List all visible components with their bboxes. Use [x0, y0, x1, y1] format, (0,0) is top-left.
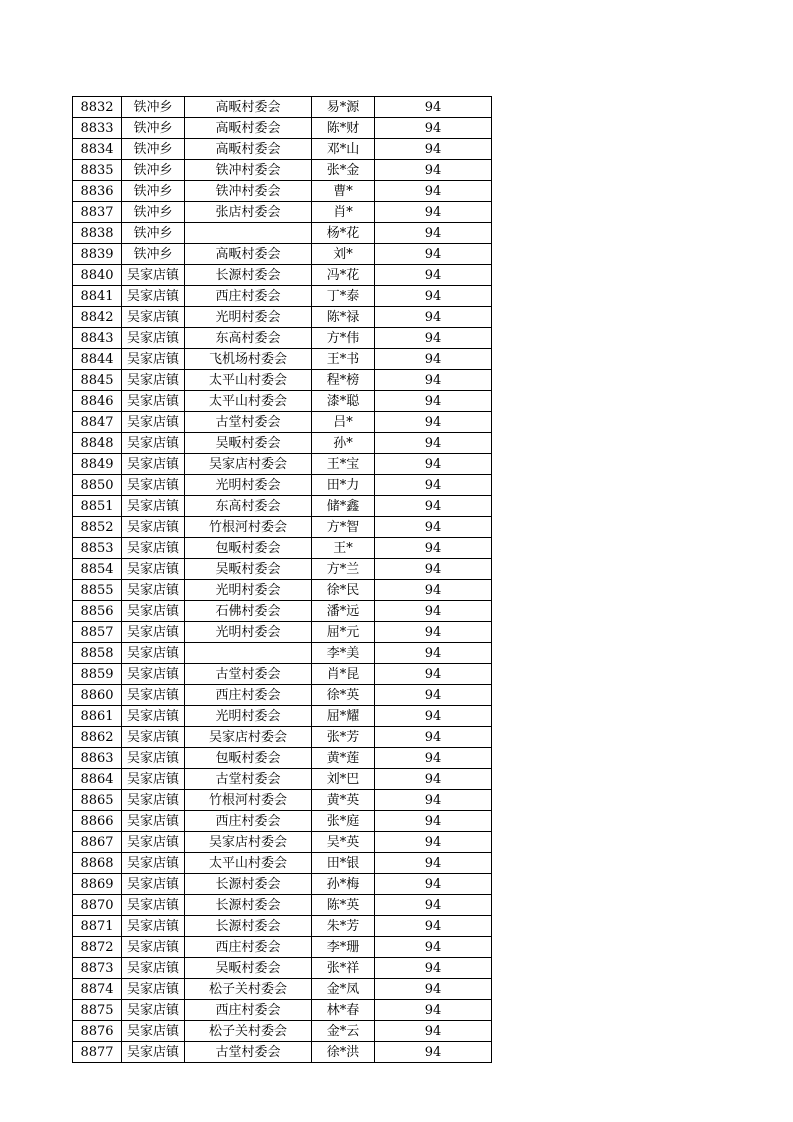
table-row — [73, 286, 492, 307]
village-committee-cell: 西庄村委会 — [185, 685, 312, 706]
score-cell: 94 — [375, 517, 492, 538]
record-number-cell: 8847 — [73, 412, 122, 433]
person-name-cell: 张*庭 — [312, 811, 375, 832]
village-committee-cell: 包畈村委会 — [185, 538, 312, 559]
table-row — [73, 160, 492, 181]
record-number-cell: 8863 — [73, 748, 122, 769]
person-name-cell: 易*源 — [312, 97, 375, 118]
town-cell: 吴家店镇 — [122, 622, 185, 643]
table-row — [73, 139, 492, 160]
score-cell: 94 — [375, 496, 492, 517]
person-name-cell: 田*力 — [312, 475, 375, 496]
person-name-cell: 李*美 — [312, 643, 375, 664]
person-name-cell: 方*智 — [312, 517, 375, 538]
person-name-cell: 潘*远 — [312, 601, 375, 622]
table-row — [73, 916, 492, 937]
record-number-cell: 8841 — [73, 286, 122, 307]
score-cell: 94 — [375, 874, 492, 895]
village-committee-cell: 吴畈村委会 — [185, 958, 312, 979]
town-cell: 吴家店镇 — [122, 979, 185, 1000]
person-name-cell: 方*兰 — [312, 559, 375, 580]
town-cell: 吴家店镇 — [122, 433, 185, 454]
person-name-cell: 冯*花 — [312, 265, 375, 286]
score-cell: 94 — [375, 202, 492, 223]
village-committee-cell: 竹根河村委会 — [185, 790, 312, 811]
town-cell: 吴家店镇 — [122, 727, 185, 748]
village-committee-cell: 西庄村委会 — [185, 937, 312, 958]
person-name-cell: 张*祥 — [312, 958, 375, 979]
village-committee-cell: 太平山村委会 — [185, 853, 312, 874]
town-cell: 铁冲乡 — [122, 223, 185, 244]
person-name-cell: 徐*英 — [312, 685, 375, 706]
village-committee-cell: 铁冲村委会 — [185, 160, 312, 181]
village-committee-cell: 东高村委会 — [185, 496, 312, 517]
record-number-cell: 8876 — [73, 1021, 122, 1042]
score-cell: 94 — [375, 601, 492, 622]
person-name-cell: 屈*耀 — [312, 706, 375, 727]
village-committee-cell: 光明村委会 — [185, 706, 312, 727]
table-row — [73, 601, 492, 622]
score-cell: 94 — [375, 139, 492, 160]
table-row — [73, 580, 492, 601]
person-name-cell: 陈*财 — [312, 118, 375, 139]
village-committee-cell: 光明村委会 — [185, 307, 312, 328]
town-cell: 吴家店镇 — [122, 769, 185, 790]
record-number-cell: 8865 — [73, 790, 122, 811]
record-number-cell: 8872 — [73, 937, 122, 958]
person-name-cell: 金*凤 — [312, 979, 375, 1000]
score-cell: 94 — [375, 706, 492, 727]
score-cell: 94 — [375, 160, 492, 181]
village-committee-cell: 古堂村委会 — [185, 412, 312, 433]
score-cell: 94 — [375, 1000, 492, 1021]
person-name-cell: 漆*聪 — [312, 391, 375, 412]
score-cell: 94 — [375, 244, 492, 265]
town-cell: 吴家店镇 — [122, 958, 185, 979]
table-row — [73, 202, 492, 223]
table-row — [73, 622, 492, 643]
town-cell: 吴家店镇 — [122, 517, 185, 538]
record-number-cell: 8849 — [73, 454, 122, 475]
table-row — [73, 979, 492, 1000]
person-name-cell: 曹* — [312, 181, 375, 202]
person-name-cell: 刘* — [312, 244, 375, 265]
score-cell: 94 — [375, 685, 492, 706]
village-committee-cell: 太平山村委会 — [185, 391, 312, 412]
village-committee-cell: 西庄村委会 — [185, 1000, 312, 1021]
person-name-cell: 丁*泰 — [312, 286, 375, 307]
village-committee-cell: 长源村委会 — [185, 874, 312, 895]
village-committee-cell: 古堂村委会 — [185, 769, 312, 790]
town-cell: 吴家店镇 — [122, 496, 185, 517]
table-row — [73, 790, 492, 811]
score-cell: 94 — [375, 328, 492, 349]
village-committee-cell: 吴畈村委会 — [185, 433, 312, 454]
record-number-cell: 8848 — [73, 433, 122, 454]
record-number-cell: 8839 — [73, 244, 122, 265]
record-number-cell: 8870 — [73, 895, 122, 916]
record-number-cell: 8843 — [73, 328, 122, 349]
town-cell: 吴家店镇 — [122, 454, 185, 475]
town-cell: 吴家店镇 — [122, 1000, 185, 1021]
village-committee-cell — [185, 223, 312, 244]
table-row — [73, 517, 492, 538]
village-committee-cell: 长源村委会 — [185, 895, 312, 916]
town-cell: 吴家店镇 — [122, 286, 185, 307]
record-number-cell: 8835 — [73, 160, 122, 181]
town-cell: 铁冲乡 — [122, 160, 185, 181]
record-number-cell: 8844 — [73, 349, 122, 370]
town-cell: 吴家店镇 — [122, 601, 185, 622]
table-row — [73, 769, 492, 790]
record-number-cell: 8838 — [73, 223, 122, 244]
record-number-cell: 8873 — [73, 958, 122, 979]
village-committee-cell: 长源村委会 — [185, 916, 312, 937]
town-cell: 吴家店镇 — [122, 391, 185, 412]
table-row — [73, 706, 492, 727]
score-cell: 94 — [375, 454, 492, 475]
table-row — [73, 685, 492, 706]
table-row — [73, 433, 492, 454]
score-cell: 94 — [375, 937, 492, 958]
record-number-cell: 8869 — [73, 874, 122, 895]
table-row — [73, 748, 492, 769]
score-cell: 94 — [375, 1042, 492, 1063]
town-cell: 吴家店镇 — [122, 538, 185, 559]
score-cell: 94 — [375, 391, 492, 412]
town-cell: 铁冲乡 — [122, 139, 185, 160]
table-row — [73, 412, 492, 433]
person-name-cell: 黄*莲 — [312, 748, 375, 769]
score-cell: 94 — [375, 916, 492, 937]
record-number-cell: 8854 — [73, 559, 122, 580]
person-name-cell: 刘*巴 — [312, 769, 375, 790]
score-cell: 94 — [375, 643, 492, 664]
village-committee-cell: 高畈村委会 — [185, 139, 312, 160]
person-name-cell: 孙* — [312, 433, 375, 454]
town-cell: 吴家店镇 — [122, 307, 185, 328]
table-row — [73, 307, 492, 328]
town-cell: 吴家店镇 — [122, 790, 185, 811]
table-row — [73, 958, 492, 979]
town-cell: 吴家店镇 — [122, 1021, 185, 1042]
village-committee-cell: 高畈村委会 — [185, 118, 312, 139]
table-row — [73, 223, 492, 244]
village-committee-cell: 吴家店村委会 — [185, 832, 312, 853]
record-number-cell: 8871 — [73, 916, 122, 937]
score-cell: 94 — [375, 853, 492, 874]
person-name-cell: 林*春 — [312, 1000, 375, 1021]
record-number-cell: 8855 — [73, 580, 122, 601]
record-number-cell: 8845 — [73, 370, 122, 391]
score-cell: 94 — [375, 97, 492, 118]
village-committee-cell: 光明村委会 — [185, 580, 312, 601]
town-cell: 吴家店镇 — [122, 370, 185, 391]
person-name-cell: 吕* — [312, 412, 375, 433]
score-cell: 94 — [375, 769, 492, 790]
town-cell: 铁冲乡 — [122, 202, 185, 223]
table-row — [73, 643, 492, 664]
town-cell: 吴家店镇 — [122, 349, 185, 370]
record-number-cell: 8852 — [73, 517, 122, 538]
table-row — [73, 811, 492, 832]
person-name-cell: 陈*英 — [312, 895, 375, 916]
record-number-cell: 8851 — [73, 496, 122, 517]
person-name-cell: 田*银 — [312, 853, 375, 874]
person-name-cell: 储*鑫 — [312, 496, 375, 517]
score-cell: 94 — [375, 433, 492, 454]
town-cell: 吴家店镇 — [122, 1042, 185, 1063]
person-name-cell: 屈*元 — [312, 622, 375, 643]
table-row — [73, 664, 492, 685]
village-committee-cell: 太平山村委会 — [185, 370, 312, 391]
score-cell: 94 — [375, 790, 492, 811]
table-row — [73, 1000, 492, 1021]
table-row — [73, 1021, 492, 1042]
village-committee-cell: 吴畈村委会 — [185, 559, 312, 580]
person-name-cell: 徐*民 — [312, 580, 375, 601]
score-cell: 94 — [375, 1021, 492, 1042]
table-row — [73, 181, 492, 202]
village-committee-cell: 竹根河村委会 — [185, 517, 312, 538]
record-number-cell: 8874 — [73, 979, 122, 1000]
town-cell: 吴家店镇 — [122, 706, 185, 727]
score-cell: 94 — [375, 181, 492, 202]
score-cell: 94 — [375, 895, 492, 916]
record-number-cell: 8868 — [73, 853, 122, 874]
town-cell: 吴家店镇 — [122, 685, 185, 706]
record-number-cell: 8858 — [73, 643, 122, 664]
record-number-cell: 8832 — [73, 97, 122, 118]
town-cell: 吴家店镇 — [122, 643, 185, 664]
village-committee-cell: 光明村委会 — [185, 622, 312, 643]
town-cell: 吴家店镇 — [122, 748, 185, 769]
score-cell: 94 — [375, 370, 492, 391]
record-number-cell: 8842 — [73, 307, 122, 328]
table-row — [73, 874, 492, 895]
person-name-cell: 金*云 — [312, 1021, 375, 1042]
town-cell: 吴家店镇 — [122, 895, 185, 916]
score-cell: 94 — [375, 727, 492, 748]
person-name-cell: 张*芳 — [312, 727, 375, 748]
town-cell: 铁冲乡 — [122, 97, 185, 118]
village-committee-cell: 松子关村委会 — [185, 1021, 312, 1042]
person-name-cell: 朱*芳 — [312, 916, 375, 937]
town-cell: 吴家店镇 — [122, 916, 185, 937]
table-row — [73, 538, 492, 559]
score-cell: 94 — [375, 538, 492, 559]
person-name-cell: 王*宝 — [312, 454, 375, 475]
table-row — [73, 559, 492, 580]
person-name-cell: 肖*昆 — [312, 664, 375, 685]
record-number-cell: 8837 — [73, 202, 122, 223]
village-committee-cell: 古堂村委会 — [185, 1042, 312, 1063]
town-cell: 吴家店镇 — [122, 832, 185, 853]
person-name-cell: 徐*洪 — [312, 1042, 375, 1063]
record-number-cell: 8834 — [73, 139, 122, 160]
table-row — [73, 937, 492, 958]
table-row — [73, 853, 492, 874]
village-committee-cell: 松子关村委会 — [185, 979, 312, 1000]
town-cell: 吴家店镇 — [122, 580, 185, 601]
village-committee-cell: 飞机场村委会 — [185, 349, 312, 370]
table-row — [73, 391, 492, 412]
town-cell: 吴家店镇 — [122, 853, 185, 874]
town-cell: 吴家店镇 — [122, 475, 185, 496]
record-number-cell: 8833 — [73, 118, 122, 139]
town-cell: 吴家店镇 — [122, 559, 185, 580]
table-row — [73, 244, 492, 265]
record-number-cell: 8857 — [73, 622, 122, 643]
village-committee-cell: 西庄村委会 — [185, 286, 312, 307]
town-cell: 吴家店镇 — [122, 265, 185, 286]
score-cell: 94 — [375, 118, 492, 139]
table-row — [73, 349, 492, 370]
village-committee-cell: 张店村委会 — [185, 202, 312, 223]
village-committee-cell — [185, 643, 312, 664]
village-committee-cell: 石佛村委会 — [185, 601, 312, 622]
score-cell: 94 — [375, 958, 492, 979]
score-cell: 94 — [375, 286, 492, 307]
table-row — [73, 454, 492, 475]
table-row — [73, 496, 492, 517]
record-number-cell: 8840 — [73, 265, 122, 286]
score-cell: 94 — [375, 349, 492, 370]
town-cell: 铁冲乡 — [122, 118, 185, 139]
town-cell: 吴家店镇 — [122, 937, 185, 958]
village-committee-cell: 西庄村委会 — [185, 811, 312, 832]
town-cell: 吴家店镇 — [122, 412, 185, 433]
score-cell: 94 — [375, 559, 492, 580]
record-number-cell: 8877 — [73, 1042, 122, 1063]
record-number-cell: 8860 — [73, 685, 122, 706]
score-cell: 94 — [375, 475, 492, 496]
village-committee-cell: 吴家店村委会 — [185, 727, 312, 748]
village-committee-cell: 铁冲村委会 — [185, 181, 312, 202]
record-number-cell: 8875 — [73, 1000, 122, 1021]
score-cell: 94 — [375, 307, 492, 328]
score-cell: 94 — [375, 622, 492, 643]
table-row — [73, 265, 492, 286]
score-cell: 94 — [375, 664, 492, 685]
person-name-cell: 肖* — [312, 202, 375, 223]
score-cell: 94 — [375, 748, 492, 769]
table-row — [73, 475, 492, 496]
score-cell: 94 — [375, 811, 492, 832]
town-cell: 吴家店镇 — [122, 811, 185, 832]
score-cell: 94 — [375, 979, 492, 1000]
village-committee-cell: 东高村委会 — [185, 328, 312, 349]
table-row — [73, 370, 492, 391]
town-cell: 吴家店镇 — [122, 874, 185, 895]
village-committee-cell: 光明村委会 — [185, 475, 312, 496]
village-committee-cell: 高畈村委会 — [185, 244, 312, 265]
town-cell: 吴家店镇 — [122, 664, 185, 685]
record-number-cell: 8836 — [73, 181, 122, 202]
table-row — [73, 727, 492, 748]
record-number-cell: 8866 — [73, 811, 122, 832]
village-committee-cell: 高畈村委会 — [185, 97, 312, 118]
record-number-cell: 8859 — [73, 664, 122, 685]
table-row — [73, 97, 492, 118]
score-cell: 94 — [375, 580, 492, 601]
village-committee-cell: 吴家店村委会 — [185, 454, 312, 475]
person-name-cell: 黄*英 — [312, 790, 375, 811]
table-row — [73, 118, 492, 139]
person-name-cell: 邓*山 — [312, 139, 375, 160]
record-number-cell: 8856 — [73, 601, 122, 622]
village-committee-cell: 长源村委会 — [185, 265, 312, 286]
person-name-cell: 王* — [312, 538, 375, 559]
record-number-cell: 8853 — [73, 538, 122, 559]
person-name-cell: 陈*禄 — [312, 307, 375, 328]
village-committee-cell: 古堂村委会 — [185, 664, 312, 685]
person-name-cell: 张*金 — [312, 160, 375, 181]
score-cell: 94 — [375, 223, 492, 244]
town-cell: 铁冲乡 — [122, 181, 185, 202]
person-name-cell: 王*书 — [312, 349, 375, 370]
score-cell: 94 — [375, 265, 492, 286]
town-cell: 吴家店镇 — [122, 328, 185, 349]
record-number-cell: 8861 — [73, 706, 122, 727]
score-cell: 94 — [375, 412, 492, 433]
person-name-cell: 吴*英 — [312, 832, 375, 853]
person-name-cell: 方*伟 — [312, 328, 375, 349]
table-row — [73, 832, 492, 853]
records-table — [72, 96, 492, 1063]
town-cell: 铁冲乡 — [122, 244, 185, 265]
score-cell: 94 — [375, 832, 492, 853]
person-name-cell: 程*榜 — [312, 370, 375, 391]
person-name-cell: 杨*花 — [312, 223, 375, 244]
record-number-cell: 8846 — [73, 391, 122, 412]
table-row — [73, 895, 492, 916]
record-number-cell: 8864 — [73, 769, 122, 790]
record-number-cell: 8867 — [73, 832, 122, 853]
record-number-cell: 8850 — [73, 475, 122, 496]
table-row — [73, 1042, 492, 1063]
person-name-cell: 孙*梅 — [312, 874, 375, 895]
record-number-cell: 8862 — [73, 727, 122, 748]
person-name-cell: 李*珊 — [312, 937, 375, 958]
records-table-body — [73, 97, 492, 1063]
table-row — [73, 328, 492, 349]
village-committee-cell: 包畈村委会 — [185, 748, 312, 769]
